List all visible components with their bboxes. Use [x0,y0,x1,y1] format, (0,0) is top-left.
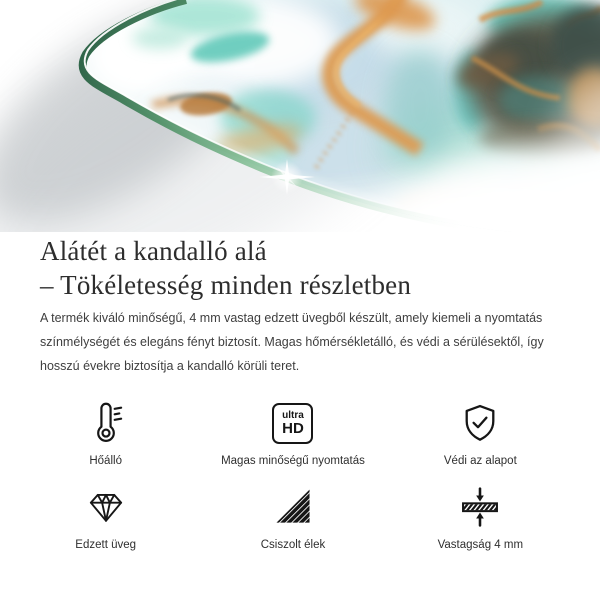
thickness-icon [458,484,502,530]
diamond-icon [85,484,127,530]
feature-label: Vastagság 4 mm [437,539,524,551]
feature-label: Védi az alapot [443,455,517,467]
product-description-text [40,306,560,378]
feature-label: Edzett üveg [75,539,137,551]
feature-protects-base [387,400,574,468]
shield-check-icon [458,400,502,446]
description-line: hosszú évekre biztosítja a kandalló körüli teret. [40,359,300,373]
feature-ultra-hd-print [199,400,386,468]
feature-grid [12,400,574,552]
feature-thickness-4mm [387,484,574,552]
feature-polished-edges [199,484,386,552]
product-hero-image [0,0,600,232]
feature-tempered-glass [12,484,199,552]
page-title [40,234,560,302]
polished-edges-icon [272,484,314,530]
description-line: színmélységét és elegáns fényt biztosít. Magas hőmérsékletálló, és védi a sérülésektől, így [40,335,544,349]
ultra-hd-icon-text-top: ultra [282,409,304,421]
feature-label: Csiszolt élek [260,539,326,551]
product-description-section [0,234,600,378]
page-title-line1: Alátét a kandalló alá [40,236,267,266]
glass-disc-illustration [0,0,600,232]
description-line: A termék kiváló minőségű, 4 mm vastag edzett üvegből készült, amely kiemeli a nyomtatás [40,311,543,325]
feature-label: Hőálló [89,455,122,467]
ultra-hd-icon [272,400,313,446]
thermometer-icon [84,400,128,446]
page-title-line2: – Tökéletesség minden részletben [40,270,412,300]
feature-label: Magas minőségű nyomtatás [221,455,365,467]
feature-heat-resistant [12,400,199,468]
ultra-hd-icon-text-bottom: HD [282,419,304,437]
